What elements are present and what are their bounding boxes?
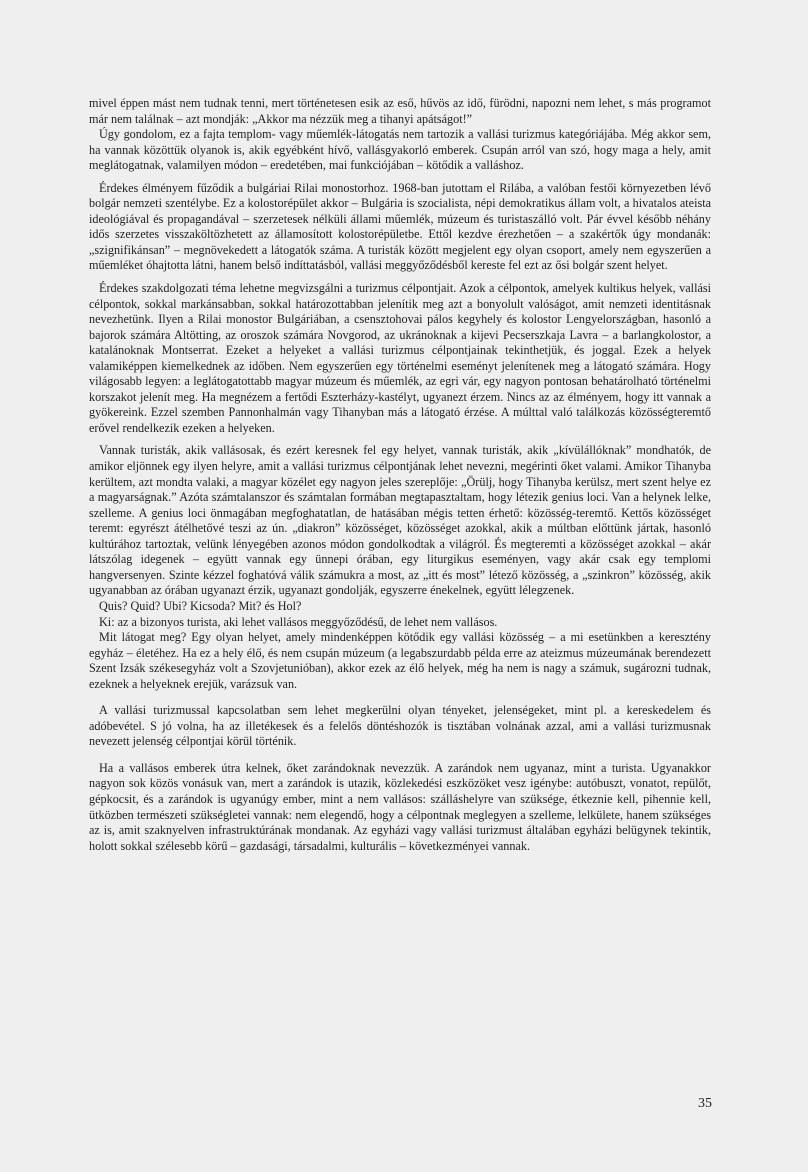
paragraph-6: Quis? Quid? Ubi? Kicsoda? Mit? és Hol?: [99, 598, 302, 613]
paragraph-8: Mit látogat meg? Egy olyan helyet, amely mindenképpen kötődik egy vallási közösség – a mi esetünkben a keresztény egyház – életéhez. Ha ez a hely élő, és nem csupán múzeum (a legabszurdabb példa erre az ateizmus múzeumának berendezett Szent Izsák székesegyház volt a Szovjetunióban), akkor ezek az élő helyek, még ha nem is nagy a számuk, sugározni tudnak, ezeknek a helyeknek erejük, varázsuk van.: [89, 630, 711, 691]
paragraph-5: Vannak turisták, akik vallásosak, és ezért keresnek fel egy helyet, vannak turisták, akik „kívülállóknak” mondhatók, de amikor eljönnek egy ilyen helyre, amit a vallási turizmus célpontjának lehet nevezni, megérinti őket valami. Amikor Tihanyba kerültem, azt mondta valaki, a magyar közélet egy nagyon jeles szereplője: „Örülj, hogy Tihanyba kerülsz, mert szent helye ez a magyarságnak.” Azóta számtalanszor és számtalan formában megtapasztaltam, hogy létezik genius loci. Van a helynek lelke, szelleme. A genius loci önmagában megfoghatatlan, de hatásában mégis tetten érhető: közösség-teremtő. Kettős közösséget teremt: egyrészt átélhetővé teszi az ún. „diakron” közösséget, közösséget azokkal, akik a múltban előttünk jártak, hasonló kultúrához tartoztak, velünk lényegében azonos módon gondolkodtak a világról. És megteremti a közösséget azokkal – akár látszólag idegenek – együtt vannak egy ünnepi órában, egy liturgikus eseményen, vagy akár csak egy templomi hangversenyen. Szinte kézzel foghatóvá válik számukra a most, az „itt és most” létező közösség, a „szinkron” közösség, akik ugyanabban az órában ugyanazt érzik, ugyanazt gondolják, egyszerre énekelnek, együtt lélegzenek.: [89, 443, 711, 598]
body-text: [89, 96, 711, 854]
paragraph-9: A vallási turizmussal kapcsolatban sem lehet megkerülni olyan tényeket, jelenségeket, mint pl. a kereskedelem és adóbevétel. S jó volna, ha az illetékesek és a felelős döntéshozók is tisztában volnának azzal, ami a vallási turizmusnak nevezett jelenség célpontjai körül történik.: [89, 703, 711, 749]
paragraph-3: Érdekes élményem fűződik a bulgáriai Rilai monostorhoz. 1968-ban jutottam el Rilába, a valóban festői környezetben lévő bolgár nemzeti szentélybe. Ez a kolostorépület akkor – Bulgária is szocialista, népi demokratikus állam volt, a hivatalos ateista ideológiával és propagandával – szerzetesek nélküli állami műemlék, múzeum és turistaszálló volt. Pár évvel később néhány idős szerzetes visszaköltözhetett az államosított kolostorépületbe. Ettől kezdve érezhetően – a szakértők úgy mondanák: „szignifikánsan” – megnövekedett a látogatók száma. A turisták között megjelent egy olyan csoport, amely nem egyszerűen a műemléket óhajtotta látni, hanem belső indíttatásból, vallási meggyőződésből kereste fel ezt az ősi bolgár szent helyet.: [89, 180, 711, 273]
paragraph-7: Ki: az a bizonyos turista, aki lehet vallásos meggyőződésű, de lehet nem vallásos.: [99, 614, 498, 629]
paragraph-10: Ha a vallásos emberek útra kelnek, őket zarándoknak nevezzük. A zarándok nem ugyanaz, mint a turista. Ugyanakkor nagyon sok közös vonásuk van, mert a zarándok is utazik, közlekedési eszközöket vesz igénybe: autóbuszt, vonatot, repülőt, gépkocsit, és a zarándok is ugyanúgy ember, mint a nem vallásos: szálláshelyre van szüksége, étkeznie kell, pihennie kell, ütközben természeti szükségletei vannak: nem elegendő, hogy a célpontnak meglegyen a szelleme, lelkülete, hanem szükséges az is, amit szaknyelven infrastruktúrának mondanak. Az egyházi vagy vallási turizmust általában egyházi belügynek tekintik, holott sokkal szélesebb körű – gazdasági, társadalmi, kulturális – következményei vannak.: [89, 760, 711, 853]
page-number: 35: [698, 1096, 712, 1111]
paragraph-1: mivel éppen mást nem tudnak tenni, mert történetesen esik az eső, hűvös az idő, fürödni, napozni nem lehet, s más programot már nem találnak – azt mondják: „Akkor ma nézzük meg a tihanyi apátságot!”: [89, 96, 711, 126]
paragraph-4: Érdekes szakdolgozati téma lehetne megvizsgálni a turizmus célpontjait. Azok a célpontok, amelyek kultikus helyek, vallási célpontok, sokkal markánsabban, sokkal határozottabban jelenítik meg azt a bonyolult valóságot, amit nemzeti identitásnak nevezhetünk. Ilyen a Rilai monostor Bulgáriában, a csensztohovai pálos kegyhely és kolostor Lengyelországban, hasonló a bajorok számára Altötting, az oroszok számára Novgorod, az ukránoknak a kijevi Pecserszkaja Lavra – a barlangkolostor, a katalánoknak Montserrat. Ezeket a helyeket a vallási turizmus célpontjainak tekinthetjük, és joggal. Ezek a helyek valamiképpen kiemelkednek az időben. Nem egyszerűen egy történelmi eseményt jelenítenek meg a látogató számára. Hogy világosabb legyen: a leglátogatottabb magyar múzeum és műemlék, az egri vár, egy nagyon pontosan behatárolható történelmi korszakot jelenít meg. Ha megnézem a fertődi Eszterházy-kastélyt, ugyanezt érzem. Nincs az az élményem, hogy itt vannak a gyökereink. Ezzel szemben Pannonhalmán vagy Tihanyban más a látogató érzése. A múlttal való találkozás közösségteremtő erővel rendelkezik ezeken a helyeken.: [89, 281, 711, 435]
paragraph-2: Úgy gondolom, ez a fajta templom- vagy műemlék-látogatás nem tartozik a vallási turizmus kategóriájába. Még akkor sem, ha vannak közöttük olyanok is, akik egyébként hívő, vallásgyakorló emberek. Csupán arról van szó, hogy maga a hely, amit meglátogatnak, valamilyen módon – eredetében, mai funkciójában – kötődik a valláshoz.: [89, 127, 711, 173]
